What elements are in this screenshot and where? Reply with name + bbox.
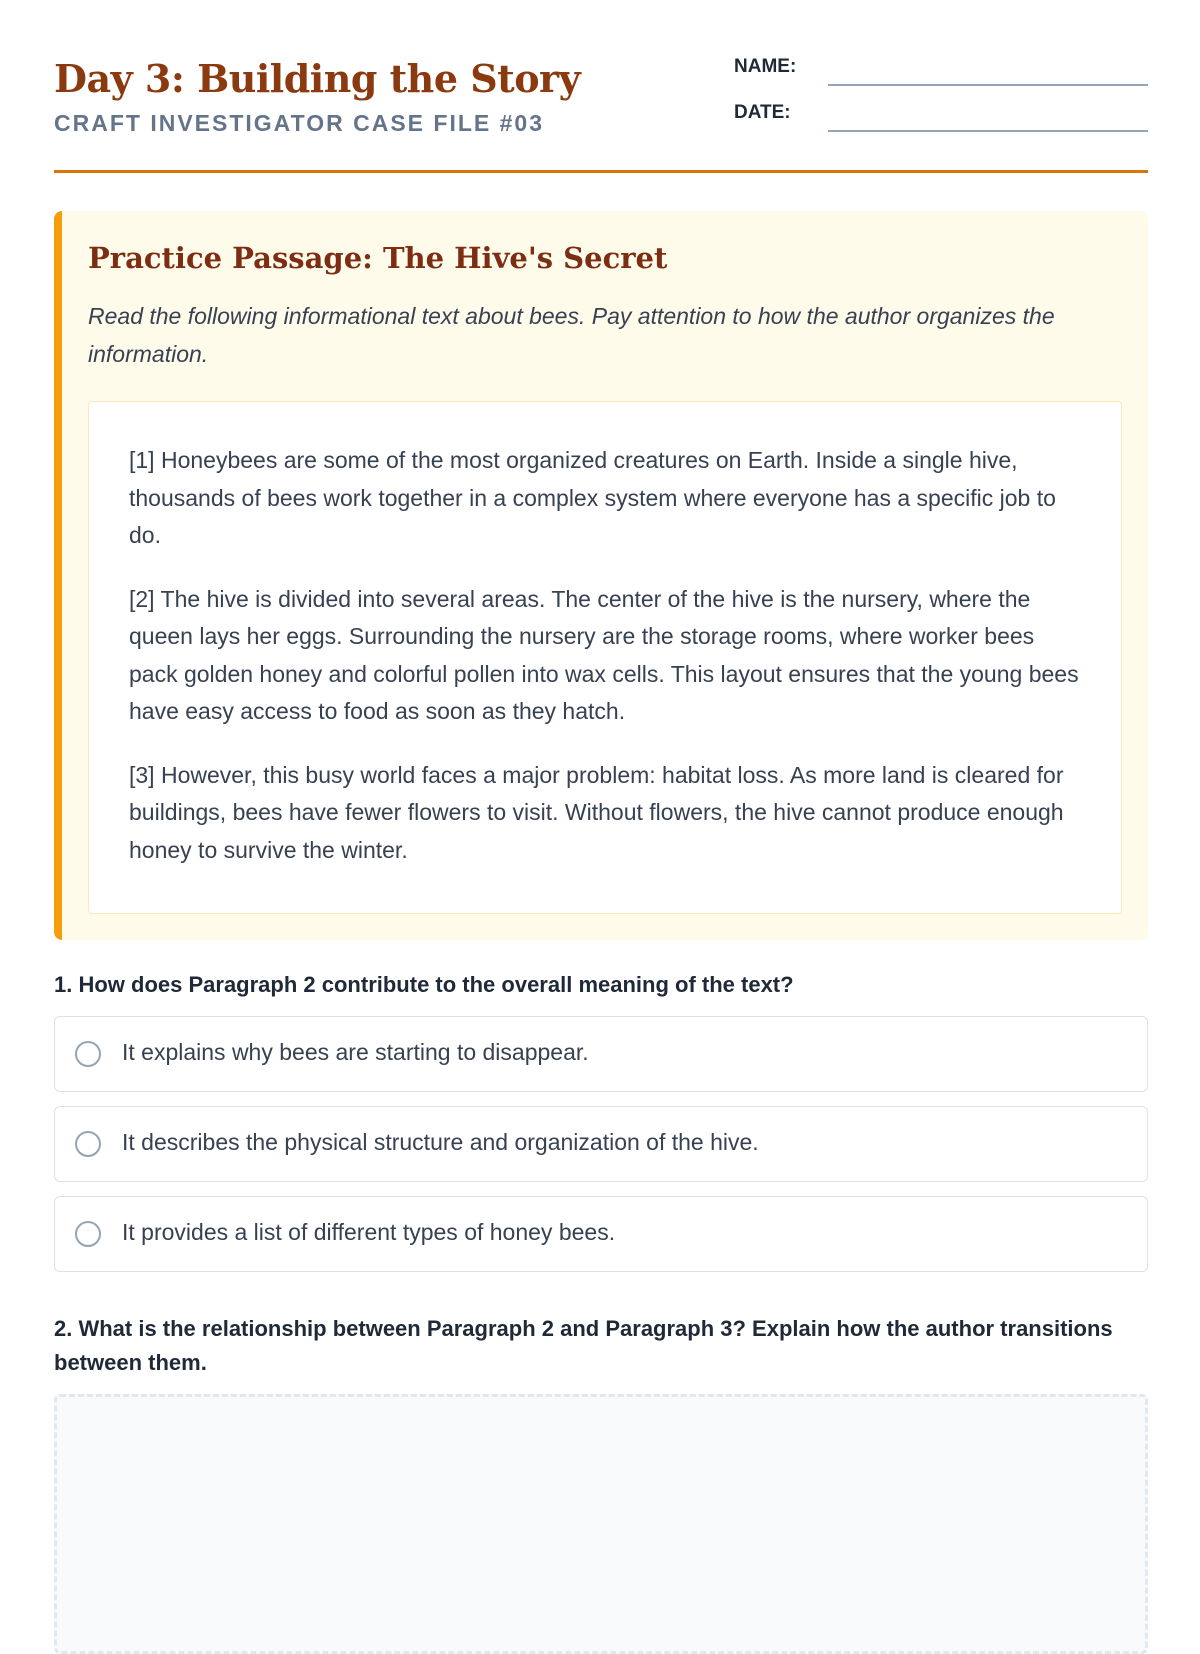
page-title: Day 3: Building the Story xyxy=(54,56,581,101)
practice-passage-card xyxy=(54,211,1148,940)
worksheet-header xyxy=(54,0,1148,173)
question-2: 2. What is the relationship between Paragraph 2 and Paragraph 3? Explain how the author transitions between them. xyxy=(54,1316,1113,1375)
radio-button[interactable] xyxy=(75,1221,101,1247)
passage-text-box xyxy=(88,401,1122,914)
passage-paragraph-3: [3] However, this busy world faces a major problem: habitat loss. As more land is cleared for buildings, bees have fewer flowers to visit. Without flowers, the hive cannot produce enough honey to survive the winter. xyxy=(129,761,1064,863)
name-line[interactable] xyxy=(828,84,1148,86)
passage-paragraph-2: [2] The hive is divided into several areas. The center of the hive is the nursery, where the queen lays her eggs. Surrounding the nursery are the storage rooms, where worker bees pack golden honey and colorful pollen into wax cells. This layout ensures that the young bees have easy access to food as soon as they hatch. xyxy=(129,585,1079,724)
radio-button[interactable] xyxy=(75,1131,101,1157)
answer-option-label: It explains why bees are starting to disappear. xyxy=(122,1039,589,1065)
answer-option-label: It provides a list of different types of honey bees. xyxy=(122,1219,616,1245)
name-field[interactable] xyxy=(734,56,1148,102)
name-label: NAME: xyxy=(734,56,797,77)
case-file-subtitle: CRAFT INVESTIGATOR CASE FILE #03 xyxy=(54,110,544,136)
date-label: DATE: xyxy=(734,102,791,123)
written-answer-box[interactable] xyxy=(54,1394,1148,1654)
answer-option-2[interactable] xyxy=(54,1106,1148,1182)
radio-button[interactable] xyxy=(75,1041,101,1067)
question-1: 1. How does Paragraph 2 contribute to the overall meaning of the text? xyxy=(54,972,794,997)
worksheet-page xyxy=(54,0,1148,1375)
answer-option-label: It describes the physical structure and organization of the hive. xyxy=(122,1129,759,1155)
student-info-fields xyxy=(734,56,1148,148)
date-line[interactable] xyxy=(828,130,1148,132)
answer-option-3[interactable] xyxy=(54,1196,1148,1272)
passage-title: Practice Passage: The Hive's Secret xyxy=(88,241,668,275)
passage-paragraph-1: [1] Honeybees are some of the most organized creatures on Earth. Inside a single hive, thousands of bees work together in a complex system where everyone has a specific job to do. xyxy=(129,447,1056,548)
answer-option-1[interactable] xyxy=(54,1016,1148,1092)
date-field[interactable] xyxy=(734,102,1148,148)
passage-instructions: Read the following informational text about bees. Pay attention to how the author organizes the information. xyxy=(88,303,1055,367)
